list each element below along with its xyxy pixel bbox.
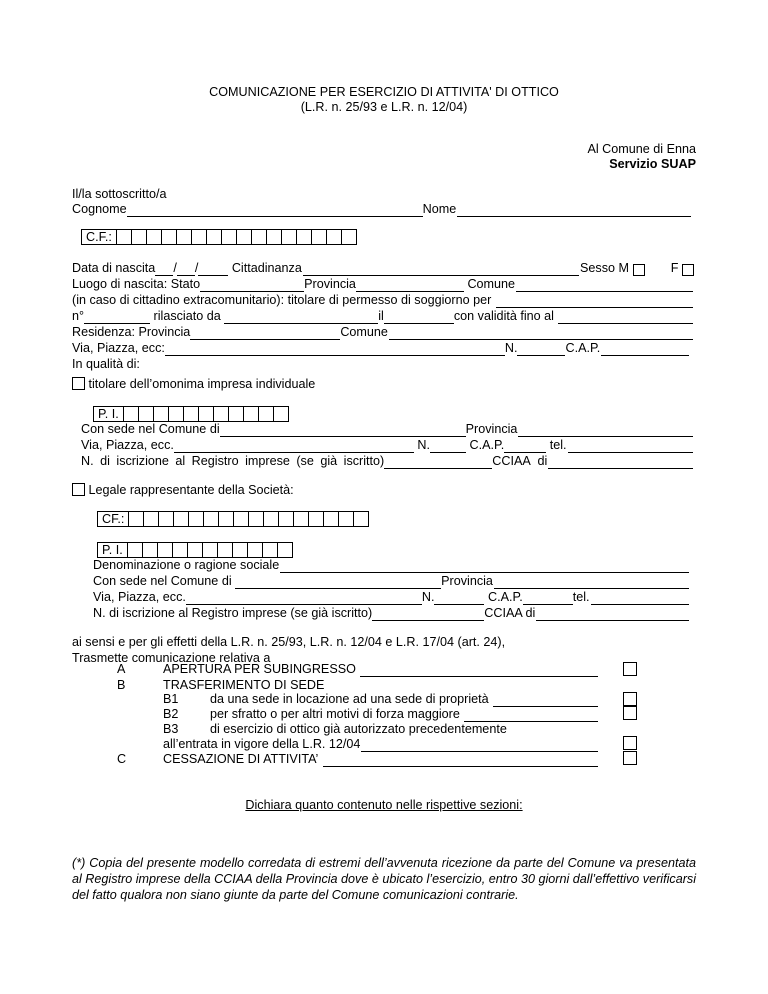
individual-address-label: Via, Piazza, ecc. (81, 438, 174, 452)
residence-row (72, 324, 694, 340)
issued-by-label: rilasciato da (153, 309, 221, 323)
option-b2-checkbox[interactable] (623, 706, 637, 720)
company-address-label: Via, Piazza, ecc. (93, 590, 186, 604)
individual-tel-field[interactable] (568, 440, 693, 453)
company-name-field[interactable] (280, 560, 689, 573)
individual-number-label: N. (417, 438, 430, 452)
transmits-text: Trasmette comunicazione relativa a (72, 651, 271, 665)
company-cciaa-field[interactable] (536, 608, 689, 621)
company-pi-boxes[interactable] (97, 542, 293, 558)
nome-field[interactable] (457, 204, 691, 217)
document-title: COMUNICAZIONE PER ESERCIZIO DI ATTIVITA' DI OTTICO (209, 85, 559, 99)
individual-seat-row (81, 421, 694, 437)
company-province-label: Provincia (441, 574, 493, 588)
company-registry-label: N. di iscrizione al Registro imprese (se già iscritto) (93, 606, 373, 620)
individual-tel-label: tel. (549, 438, 567, 452)
company-number-field[interactable] (434, 592, 484, 605)
footnote-text: (*) Copia del presente modello corredata di estremi dell’avvenuta ricezione da parte del Comune va presentata al Registro imprese della CCIAA della Provincia dove è ubicato l’esercizio, entro 30 giorni dall’effettivo verificarsi del fatto qualora non siano giunte da parte del Comune comunicazioni contrarie. (72, 856, 696, 902)
name-row (72, 201, 692, 217)
company-registry-field[interactable] (372, 608, 484, 621)
option-b2-row (210, 706, 599, 722)
birth-state-label: Luogo di nascita: Stato (72, 277, 201, 291)
residence-province-label: Residenza: Provincia (72, 325, 191, 339)
company-cciaa-label: CCIAA di (484, 606, 536, 620)
cognome-field[interactable] (127, 204, 423, 217)
individual-registry-field[interactable] (384, 456, 492, 469)
birthplace-row (72, 276, 694, 292)
option-b3-code: B3 (163, 722, 179, 736)
option-b-label: TRASFERIMENTO DI SEDE (163, 678, 325, 692)
intro-text: Il/la sottoscritto/a (72, 187, 167, 201)
option-a-line (360, 664, 598, 677)
birth-row: Data di nascita / / Cittadinanza Sesso M F (72, 260, 694, 276)
address-number-field[interactable] (517, 343, 565, 356)
company-tel-field[interactable] (591, 592, 689, 605)
issued-on-label: il (378, 309, 384, 323)
individual-cap-label: C.A.P. (469, 438, 505, 452)
option-a-letter: A (117, 662, 126, 676)
company-number-label: N. (421, 590, 435, 604)
option-a-row (163, 661, 599, 677)
option-c-checkbox[interactable] (623, 751, 637, 765)
individual-cciaa-field[interactable] (548, 456, 693, 469)
individual-seat-label: Con sede nel Comune di (81, 422, 220, 436)
permit-field[interactable] (496, 295, 693, 308)
address-cap-label: C.A.P. (565, 341, 601, 355)
company-name-label: Denominazione o ragione sociale (93, 558, 280, 572)
option-b2-label: per sfratto o per altri motivi di forza maggiore (210, 707, 460, 721)
individual-pi-boxes[interactable] (93, 406, 289, 422)
recipient-line2: Servizio SUAP (609, 157, 696, 171)
individual-checkbox[interactable] (72, 377, 85, 390)
company-pi-label: P. I. (98, 543, 128, 557)
option-b3-label: di esercizio di ottico già autorizzato precedentemente (210, 722, 507, 736)
company-registry-row (93, 605, 690, 621)
individual-address-row (81, 437, 694, 453)
option-b-letter: B (117, 678, 126, 692)
valid-until-field[interactable] (558, 311, 693, 324)
nome-label: Nome (422, 202, 457, 216)
company-seat-label: Con sede nel Comune di (93, 574, 232, 588)
option-a-checkbox[interactable] (623, 662, 637, 676)
option-b3-label2: all’entrata in vigore della L.R. 12/04 (163, 737, 361, 751)
option-c-letter: C (117, 752, 127, 766)
address-cap-field[interactable] (601, 343, 689, 356)
option-c-line (323, 754, 598, 767)
option-b2-code: B2 (163, 707, 179, 721)
declaration-text: Dichiara quanto contenuto nelle rispettive sezioni: (245, 798, 523, 812)
individual-province-field[interactable] (518, 424, 693, 437)
birth-month-field[interactable] (177, 263, 195, 276)
company-cf-boxes[interactable] (97, 511, 369, 527)
birth-comune-field[interactable] (516, 279, 693, 292)
company-province-field[interactable] (494, 576, 689, 589)
residence-province-field[interactable] (190, 327, 340, 340)
individual-address-field[interactable] (174, 440, 414, 453)
company-tel-label: tel. (572, 590, 590, 604)
address-label: Via, Piazza, ecc: (72, 341, 165, 355)
address-number-label: N. (504, 341, 518, 355)
company-seat-row (93, 573, 690, 589)
option-b1-code: B1 (163, 692, 179, 706)
birth-date-label: Data di nascita (72, 261, 156, 275)
option-c-row (163, 751, 599, 767)
company-option[interactable] (72, 482, 294, 498)
citizenship-label: Cittadinanza (231, 261, 302, 275)
permit-row (72, 292, 694, 308)
company-checkbox[interactable] (72, 483, 85, 496)
company-address-field[interactable] (186, 592, 422, 605)
individual-registry-row (81, 453, 694, 469)
individual-pi-label: P. I. (94, 407, 124, 421)
individual-cciaa-label: CCIAA di (492, 454, 548, 468)
birth-province-label: Provincia (304, 277, 356, 291)
applicant-cf-boxes[interactable] (81, 229, 357, 245)
company-cap-field[interactable] (523, 592, 573, 605)
company-name-row (93, 557, 690, 573)
birth-day-field[interactable] (155, 263, 173, 276)
option-b3-checkbox[interactable] (623, 736, 637, 750)
option-c-label: CESSAZIONE DI ATTIVITA’ (163, 752, 319, 766)
valid-until-label: con validità fino al (453, 309, 554, 323)
individual-option[interactable] (72, 376, 315, 392)
option-b1-checkbox[interactable] (623, 692, 637, 706)
sex-m-label: Sesso M (580, 261, 629, 275)
document-subtitle: (L.R. n. 25/93 e L.R. n. 12/04) (300, 100, 468, 114)
address-row (72, 340, 690, 356)
option-b1-row (210, 691, 599, 707)
capacity-label: In qualità di: (72, 357, 140, 371)
permit-number-label: n° (72, 309, 85, 323)
recipient-line1: Al Comune di Enna (587, 142, 696, 156)
company-seat-field[interactable] (235, 576, 441, 589)
sex-m-checkbox[interactable] (633, 264, 645, 276)
permit-details-row (72, 308, 694, 324)
permit-number-field[interactable] (84, 311, 150, 324)
option-b1-label: da una sede in locazione ad una sede di proprietà (210, 692, 489, 706)
cf-label: C.F.: (82, 230, 117, 244)
birth-comune-label: Comune (467, 277, 516, 291)
issued-on-field[interactable] (384, 311, 454, 324)
option-b3-row (163, 736, 599, 752)
individual-seat-field[interactable] (220, 424, 466, 437)
company-option-label: Legale rappresentante della Società: (88, 483, 294, 497)
birth-province-field[interactable] (356, 279, 464, 292)
issued-by-field[interactable] (224, 311, 378, 324)
individual-registry-label: N. di iscrizione al Registro imprese (se già iscritto) (81, 454, 385, 468)
sex-f-checkbox[interactable] (682, 264, 694, 276)
option-a-label: APERTURA PER SUBINGRESSO (163, 662, 356, 676)
company-address-row (93, 589, 690, 605)
individual-number-field[interactable] (430, 440, 466, 453)
sex-f-label: F (670, 261, 679, 275)
birth-state-field[interactable] (200, 279, 304, 292)
individual-province-label: Provincia (465, 422, 518, 436)
residence-comune-label: Comune (340, 325, 388, 339)
cognome-label: Cognome (72, 202, 127, 216)
birth-year-field[interactable] (198, 263, 228, 276)
company-cf-label: CF.: (98, 512, 129, 526)
address-field[interactable] (165, 343, 505, 356)
company-cap-label: C.A.P. (487, 590, 523, 604)
residence-comune-field[interactable] (389, 327, 693, 340)
legal-basis-text: ai sensi e per gli effetti della L.R. n. 25/93, L.R. n. 12/04 e L.R. 17/04 (art. 24), (72, 635, 506, 649)
citizenship-field[interactable] (303, 263, 579, 276)
permit-label: (in caso di cittadino extracomunitario): titolare di permesso di soggiorno per (72, 293, 492, 307)
individual-option-label: titolare dell’omonima impresa individuale (88, 377, 316, 391)
individual-cap-field[interactable] (504, 440, 546, 453)
